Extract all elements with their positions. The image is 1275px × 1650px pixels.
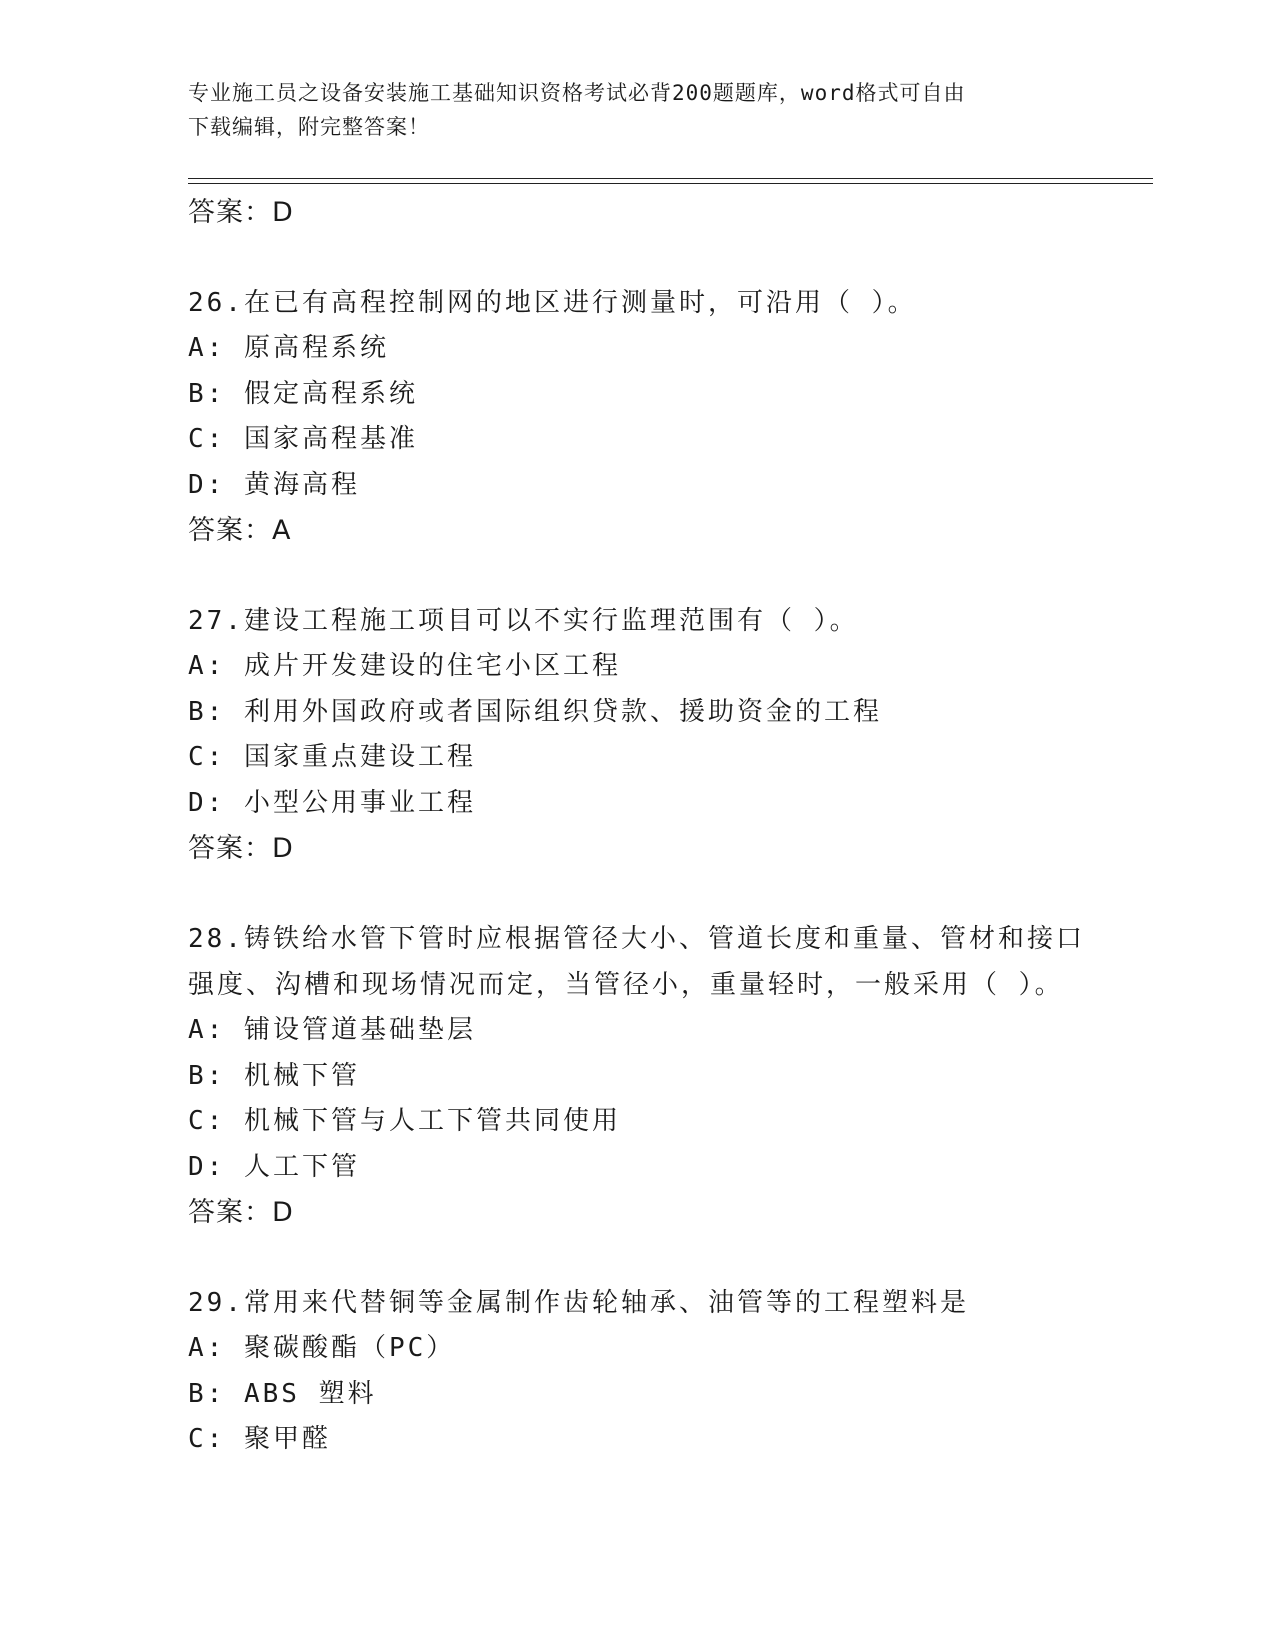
option-a: A: 成片开发建设的住宅小区工程 (188, 651, 621, 681)
question-27 (188, 598, 1148, 872)
header-rule-bottom (188, 183, 1153, 184)
answer: 答案：D (188, 833, 294, 864)
option-c: C: 机械下管与人工下管共同使用 (188, 1106, 621, 1136)
option-b: B: ABS 塑料 (188, 1378, 377, 1409)
option-c: C: 国家高程基准 (188, 424, 418, 454)
option-a: A: 原高程系统 (188, 333, 389, 363)
document-header (188, 76, 1088, 144)
question-26 (188, 280, 1148, 554)
option-d: D: 小型公用事业工程 (188, 787, 476, 818)
question-text: 26.在已有高程控制网的地区进行测量时，可沿用（ ）。 (188, 288, 917, 318)
option-b: B: 机械下管 (188, 1060, 360, 1091)
answer: 答案：A (188, 515, 292, 546)
question-text: 29.常用来代替铜等金属制作齿轮轴承、油管等的工程塑料是 (188, 1288, 969, 1318)
question-text-line-1: 28.铸铁给水管下管时应根据管径大小、管道长度和重量、管材和接口 (188, 924, 1085, 954)
option-d: D: 黄海高程 (188, 469, 360, 500)
option-c: C: 国家重点建设工程 (188, 742, 476, 772)
option-a: A: 聚碳酸酯（PC） (188, 1333, 456, 1363)
question-text: 27.建设工程施工项目可以不实行监理范围有（ ）。 (188, 606, 859, 636)
question-29 (188, 1280, 1148, 1463)
answer: 答案：D (188, 1197, 294, 1228)
option-b: B: 利用外国政府或者国际组织贷款、援助资金的工程 (188, 696, 882, 727)
header-line-2: 下载编辑，附完整答案！ (188, 115, 430, 139)
option-b: B: 假定高程系统 (188, 378, 418, 409)
header-rule-top (188, 178, 1153, 179)
header-line-1: 专业施工员之设备安装施工基础知识资格考试必背200题题库，word格式可自由 (188, 81, 966, 105)
option-c: C: 聚甲醛 (188, 1424, 331, 1454)
option-d: D: 人工下管 (188, 1151, 360, 1182)
question-28 (188, 916, 1148, 1236)
document-body (188, 190, 1148, 1463)
option-a: A: 铺设管道基础垫层 (188, 1015, 476, 1045)
question-text-line-2: 强度、沟槽和现场情况而定，当管径小，重量轻时，一般采用（ ）。 (188, 970, 1064, 1000)
answer-25: 答案：D (188, 197, 294, 228)
